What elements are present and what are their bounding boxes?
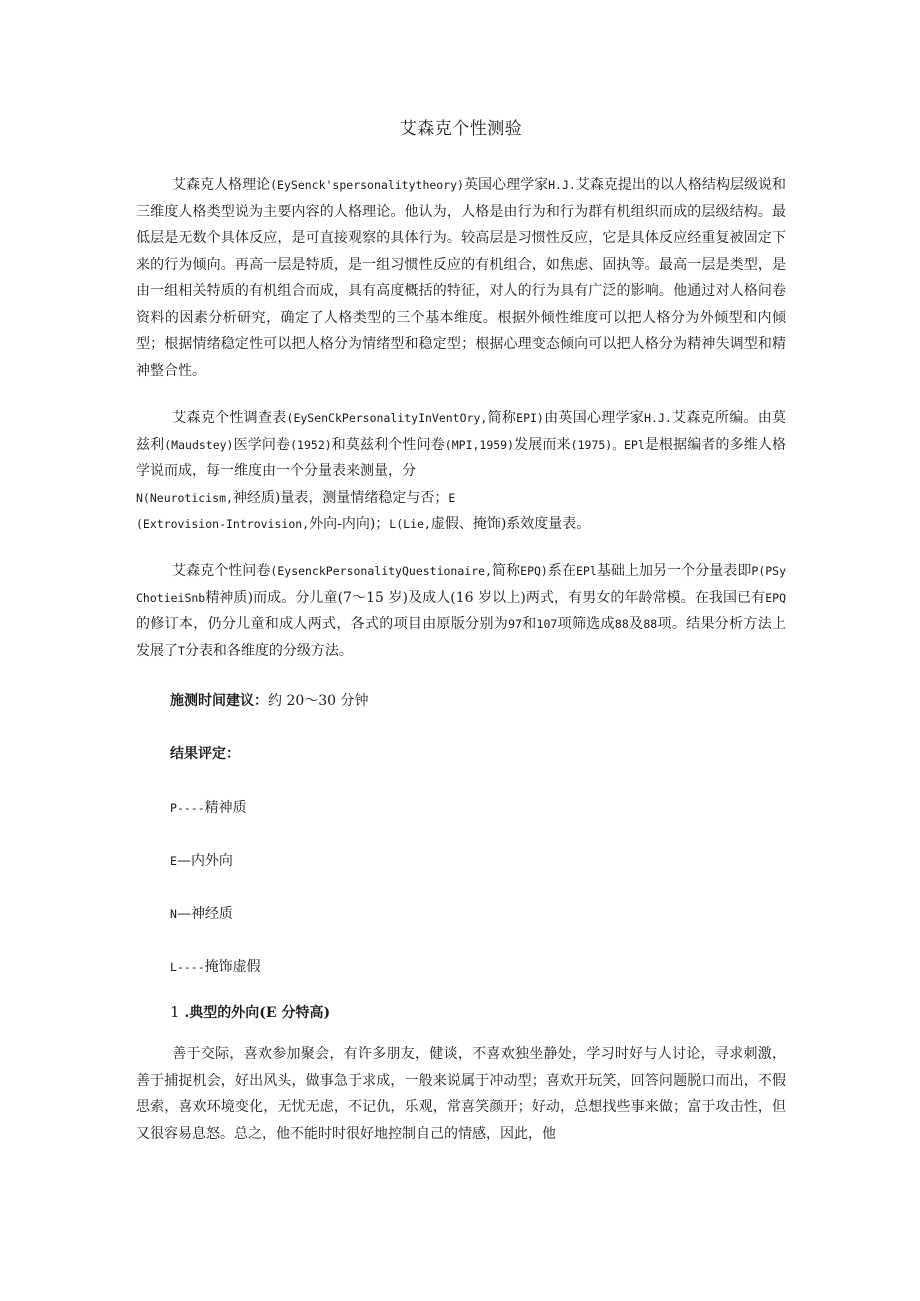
dimension-code: L bbox=[170, 960, 177, 974]
text-run: E bbox=[448, 490, 456, 505]
test-duration-label: 施测时间建议： bbox=[170, 693, 268, 709]
text-run: EPl bbox=[576, 564, 597, 578]
text-run: 艾森克提出的以人格结构层级说和三维度人格类型说为主要内容的人格理论。他认为，人格是由行为和行为群有机组织而成的层级结构。最低层是无数个具体反应，是可直接观察的具体行为。较高层是习惯性反应，它是具体反应经重复被固定下来的行为倾向。再高一层是特质，是一组习惯性反应的有机组合，如焦虑、固执等。最高一层是类型，是由一组相关特质的有机组合而成，具有高度概括的特征，对人的行为具有广泛的影响。他通过对人格问卷资料的因素分析研究，确定了人格类型的三个基本维度。根据外倾性维度可以把人格分为外倾型和内倾型；根据情绪稳定性可以把人格分为情绪型和稳定型；根据心理变态倾向可以把人格分为精神失调型和精神整合性。 bbox=[136, 177, 787, 379]
text-run: 艾森克所编。由莫兹利 bbox=[136, 410, 787, 453]
dimension-name: 内外向 bbox=[190, 853, 233, 869]
text-run: EPQ) bbox=[520, 564, 548, 578]
text-run: N(Neuroticism, bbox=[136, 490, 233, 505]
text-run: 外向-内向)； bbox=[309, 516, 390, 532]
text-run: (EysenckPersonalityQuestionaire, bbox=[270, 564, 492, 578]
dimension-n bbox=[170, 902, 233, 926]
dimension-e bbox=[170, 849, 233, 873]
text-run: 分表和各维度的分级方法。 bbox=[184, 642, 353, 659]
text-run: (Extrovision-Introvision, bbox=[136, 517, 310, 531]
paragraph-eysenck-theory bbox=[136, 172, 786, 384]
text-run: 善于交际，喜欢参加聚会，有许多朋友，健谈，不喜欢独坐静处，学习时好与人讨论，寻求刺激，善于捕捉机会，好出风头，做事急于求成，一般来说属于冲动型；喜欢开玩笑，回答问题脱口而出，不假思索，喜欢环境变化，无忧无虑，不记仇，乐观，常喜笑颜开；好动，总想找些事来做；富于攻击性，但又很容易息怒。总之，他不能时时很好地控制自己的情感，因此，他 bbox=[136, 1046, 786, 1142]
text-run: 及 bbox=[628, 616, 644, 632]
text-run: 发展而来 bbox=[514, 436, 571, 453]
dimension-code: N bbox=[170, 907, 177, 921]
dimension-name: 神经质 bbox=[190, 906, 233, 922]
text-run: L(Lie, bbox=[389, 517, 431, 531]
text-run: 医学问卷 bbox=[233, 436, 291, 453]
text-run: 由英国心理学家 bbox=[543, 410, 645, 426]
text-run: T bbox=[178, 643, 185, 658]
text-run: 。EPl bbox=[612, 437, 645, 452]
result-label: 结果评定： bbox=[170, 746, 240, 762]
text-run: 88 bbox=[643, 617, 658, 631]
dimension-l bbox=[170, 955, 261, 979]
text-run: 88 bbox=[614, 617, 629, 631]
text-run: (MPI,1959) bbox=[444, 437, 515, 452]
text-run: 的修订本，仍分儿童和成人两式，各式的项目由原版分别为 bbox=[136, 616, 509, 632]
text-run: (Maudstey) bbox=[164, 437, 234, 452]
dimension-separator: — bbox=[176, 906, 191, 922]
text-run: 英国心理学家 bbox=[464, 177, 549, 193]
text-run: (EySenck'spersonalitytheory) bbox=[270, 178, 464, 192]
document-title: 艾森克个性测验 bbox=[399, 119, 523, 139]
section-heading-extrovert bbox=[170, 1000, 330, 1025]
text-run: 和莫兹利个性问卷 bbox=[331, 436, 445, 453]
dimension-name: 掩饰虚假 bbox=[204, 959, 261, 975]
text-run: 神经质)量表，测量情绪稳定与否； bbox=[232, 489, 449, 506]
text-run: 艾森克个性问卷 bbox=[172, 563, 271, 579]
text-run: 虚假、掩饰)系效度量表。 bbox=[430, 516, 591, 532]
text-run: 基础上加另一个分量表即 bbox=[596, 563, 752, 579]
text-run: 是根据编者的多维人格学说而成，每一维度由一个分量表来测量，分 bbox=[136, 436, 786, 479]
dimension-name: 精神质 bbox=[204, 800, 247, 816]
paragraph-epq bbox=[136, 558, 786, 664]
text-run: 项。结果分析方法上发展了 bbox=[136, 616, 787, 659]
text-run: 精神质)而成。分儿童(7～15 岁)及成人(16 岁以上)两式，有男女的年龄常模。在我国已有 bbox=[205, 589, 766, 606]
text-run: 97 bbox=[508, 617, 522, 631]
text-run: H.J. bbox=[548, 178, 576, 192]
text-run: EPI) bbox=[516, 411, 544, 425]
text-run: (1952) bbox=[290, 437, 332, 452]
section-title: .典型的外向(E 分特高) bbox=[184, 1005, 331, 1021]
dimension-code: P bbox=[170, 801, 177, 815]
dimension-separator: ---- bbox=[176, 960, 205, 974]
test-duration bbox=[170, 689, 369, 713]
text-run: 项筛选成 bbox=[557, 616, 615, 632]
section-number: 1 bbox=[170, 1003, 180, 1021]
text-run: 和 bbox=[521, 616, 537, 632]
text-run: 艾森克个性调查表 bbox=[172, 410, 287, 426]
dimension-code: E bbox=[170, 854, 177, 868]
test-duration-value: 约 20～30 分钟 bbox=[268, 693, 369, 709]
text-run: EPQ bbox=[765, 590, 786, 605]
text-run: H.J. bbox=[644, 411, 672, 425]
text-run: 简称 bbox=[491, 563, 521, 579]
text-run: (1975) bbox=[570, 437, 613, 452]
text-run: 艾森克人格理论 bbox=[172, 177, 271, 193]
dimension-separator: — bbox=[176, 853, 191, 869]
text-run: 简称 bbox=[487, 410, 517, 426]
text-run: 系在 bbox=[547, 563, 576, 579]
paragraph-epi bbox=[136, 405, 786, 538]
dimension-p bbox=[170, 796, 247, 820]
text-run: (EySenCkPersonalityInVentOry, bbox=[286, 411, 488, 425]
dimension-separator: ---- bbox=[176, 801, 205, 815]
paragraph-extrovert-description bbox=[136, 1041, 786, 1147]
text-run: P(PSyChotieiSnb bbox=[136, 564, 787, 605]
text-run: 107 bbox=[536, 617, 558, 631]
